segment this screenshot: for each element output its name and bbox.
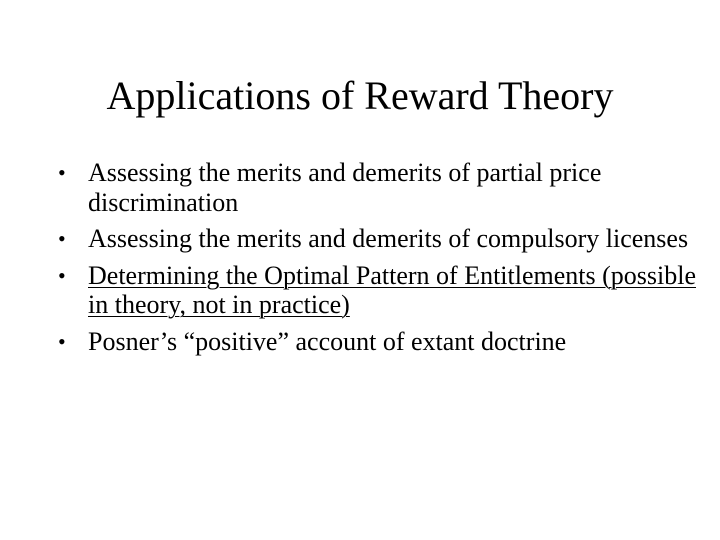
underlined-bullet-text: Determining the Optimal Pattern of Entitlements (possible in theory, not in practice)	[88, 260, 696, 319]
bullet-text: Assessing the merits and demerits of compulsory licenses	[88, 224, 689, 253]
bullet-marker: •	[58, 226, 66, 251]
bullet-item-1	[58, 158, 698, 217]
bullet-text: Assessing the merits and demerits of partial price discrimination	[88, 158, 602, 217]
bullet-marker: •	[58, 262, 66, 288]
bullet-item-2	[58, 224, 698, 254]
bullet-item-3	[58, 261, 698, 320]
bullet-item-4	[58, 327, 698, 357]
bullet-marker: •	[58, 160, 66, 185]
slide-title: Applications of Reward Theory	[106, 73, 614, 118]
bullet-text: Posner’s “positive” account of extant doctrine	[88, 326, 567, 356]
bullet-marker: •	[58, 328, 66, 354]
bullet-list	[58, 158, 698, 363]
